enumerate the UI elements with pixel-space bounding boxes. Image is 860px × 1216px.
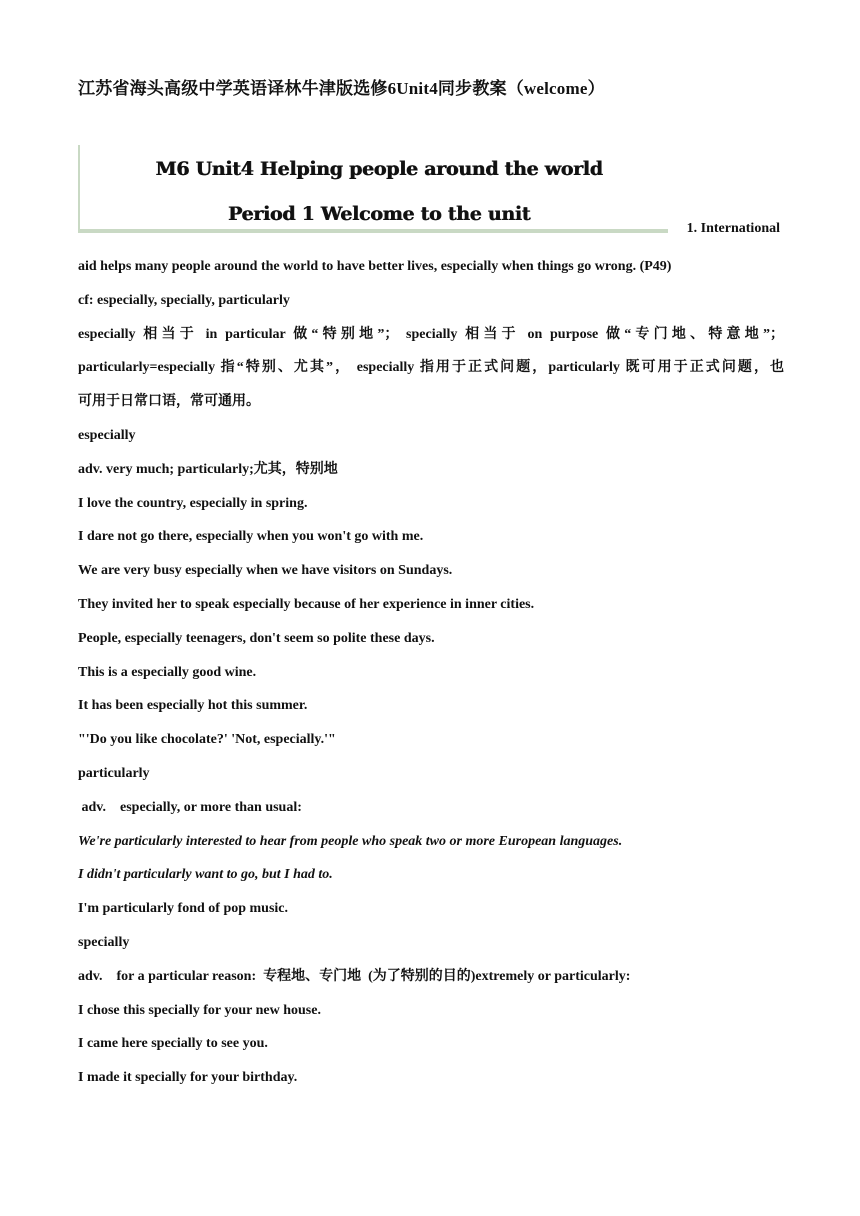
page-title: 江苏省海头高级中学英语译林牛津版选修6Unit4同步教案（welcome）: [78, 79, 605, 98]
example-sentence: I made it specially for your birthday.: [78, 1070, 298, 1086]
example-sentence: This is a especially good wine.: [78, 664, 257, 680]
example-sentence: "'Do you like chocolate?' 'Not, especially.'": [78, 732, 336, 748]
example-sentence: We're particularly interested to hear from people who speak two or more European languages.: [78, 833, 623, 849]
unit-banner: [78, 145, 668, 233]
example-sentence: I came here specially to see you.: [78, 1036, 268, 1052]
document-body: [78, 256, 784, 1101]
body-line: adv. for a particular reason: 专程地、专门地 (为了特别的目的)extremely or particularly:: [78, 968, 631, 984]
example-sentence: They invited her to speak especially because of her experience in inner cities.: [78, 596, 535, 612]
body-line: especially: [78, 427, 136, 443]
example-sentence: It has been especially hot this summer.: [78, 698, 308, 714]
body-line: cf: especially, specially, particularly: [78, 292, 290, 308]
example-sentence: I chose this specially for your new house.: [78, 1002, 321, 1018]
example-sentence: I didn't particularly want to go, but I had to.: [78, 867, 333, 883]
body-line: aid helps many people around the world to have better lives, especially when things go wrong. (P49): [78, 259, 672, 274]
body-line: particularly: [78, 765, 150, 781]
example-sentence: We are very busy especially when we have visitors on Sundays.: [78, 563, 453, 579]
body-line: specially: [78, 934, 130, 950]
example-sentence: I dare not go there, especially when you won't go with me.: [78, 529, 424, 545]
body-line: adv. very much; particularly;尤其，特别地: [78, 461, 338, 477]
example-sentence: I'm particularly fond of pop music.: [78, 901, 289, 917]
example-sentence: People, especially teenagers, don't seem so polite these days.: [78, 630, 435, 646]
item-1-lead: 1. International: [686, 221, 780, 236]
body-line: particularly=especially 指“特别、尤其”， especially 指用于正式问题，particularly 既可用于正式问题，也: [78, 360, 784, 376]
example-sentence: I love the country, especially in spring.: [78, 495, 308, 511]
banner-unit-title: M6 Unit4 Helping people around the world: [155, 158, 603, 180]
banner-period-title: Period 1 Welcome to the unit: [227, 203, 531, 225]
body-line: 可用于日常口语，常可通用。: [78, 394, 260, 410]
body-line: adv. especially, or more than usual:: [78, 799, 302, 815]
body-line: especially 相当于 in particular 做“特别地”； specially 相当于 on purpose 做“专门地、特意地”；: [78, 326, 784, 342]
